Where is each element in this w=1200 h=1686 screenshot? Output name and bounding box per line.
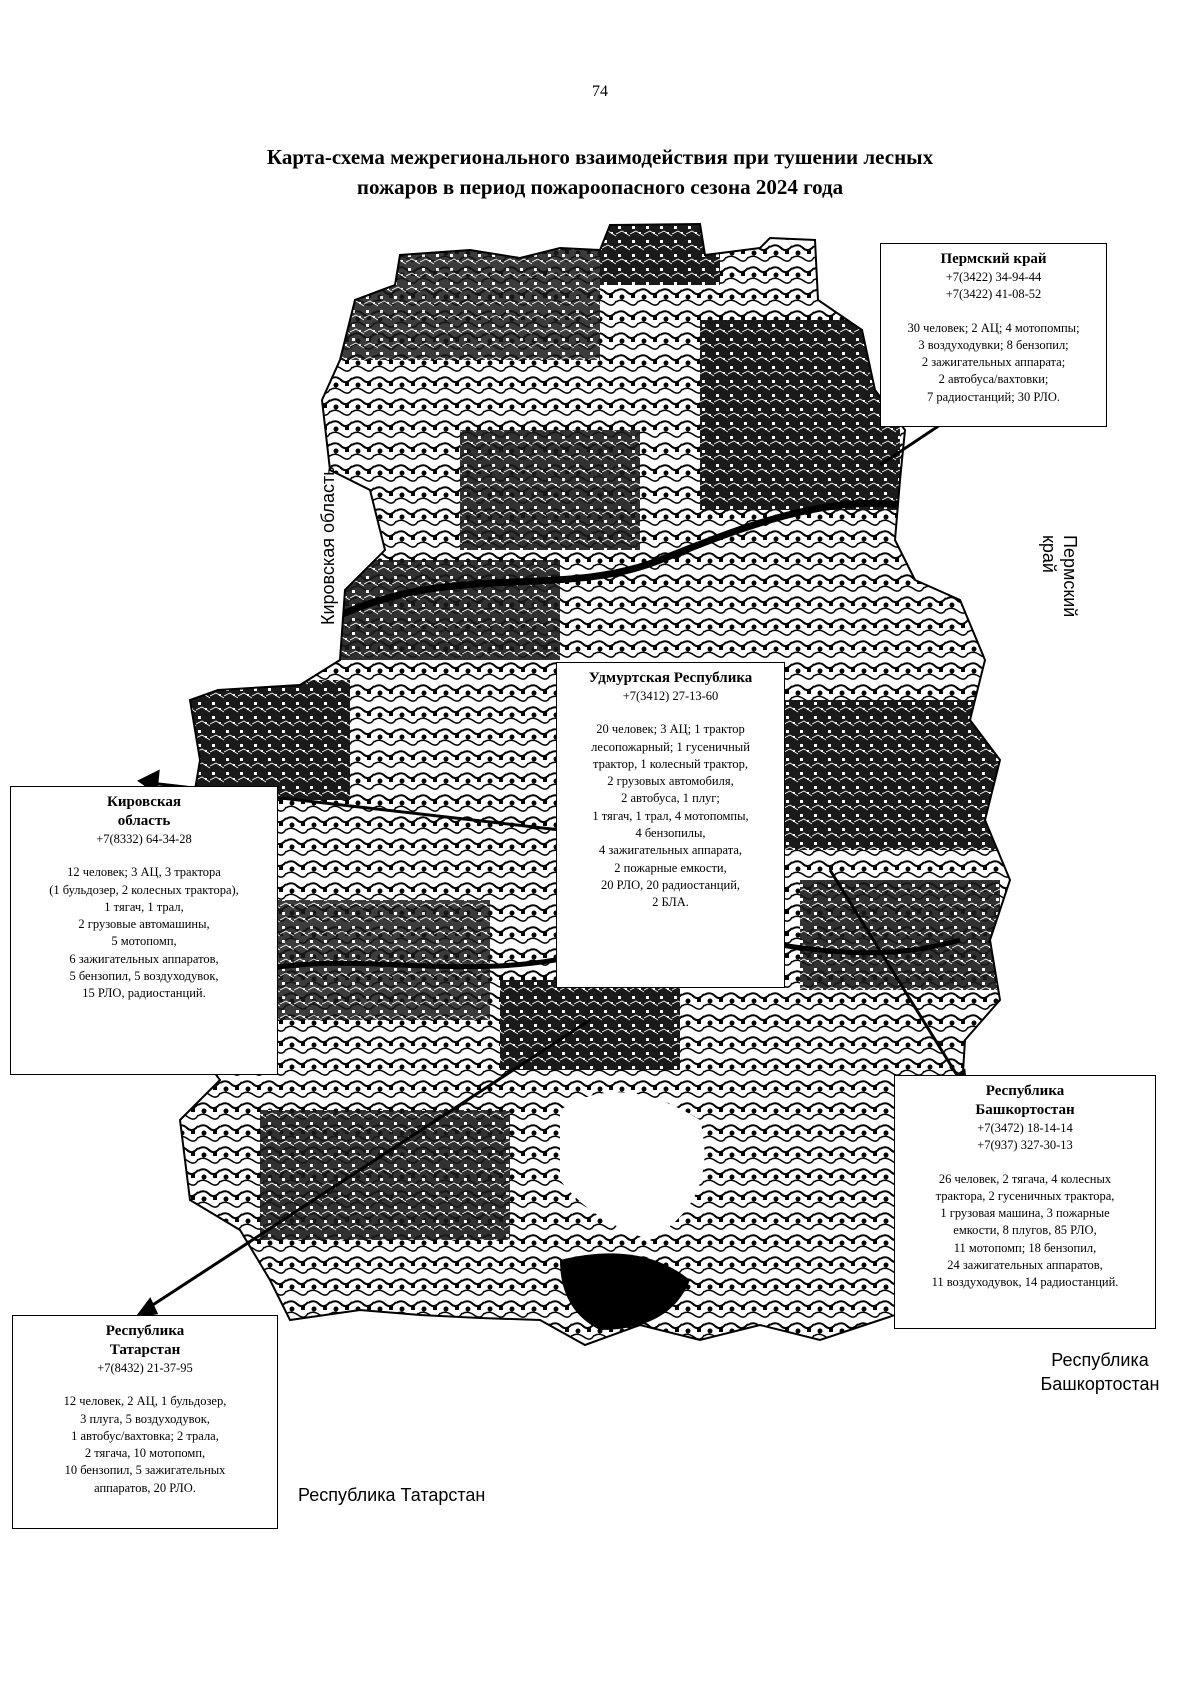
title-line-1: Карта-схема межрегионального взаимодействия при тушении лесных — [266, 145, 934, 169]
kirov-oblast-resources-2: (1 бульдозер, 2 колесных трактора), — [49, 882, 239, 897]
udmurtia-resources-10: 20 РЛО, 20 радиостанций, — [600, 877, 741, 892]
perm-krai-phone-1: +7(3422) 34-94-44 — [945, 270, 1042, 284]
kirov-oblast-phone-1: +7(8332) 64-34-28 — [96, 832, 192, 846]
label-tatarstan: Республика Татарстан — [298, 1485, 486, 1505]
bashkortostan-resources-3: 1 грузовая машина, 3 пожарные — [940, 1206, 1110, 1221]
tatarstan-resources-2: 3 плуга, 5 воздуходувок, — [80, 1411, 210, 1426]
perm-krai-resources-5: 7 радиостанций; 30 РЛО. — [926, 389, 1061, 404]
udmurtia-resources-9: 2 пожарные емкости, — [614, 860, 727, 875]
perm-krai-resources-3: 2 зажигательных аппарата; — [921, 355, 1066, 370]
bashkortostan-resources-1: 26 человек, 2 тягача, 4 колесных — [938, 1171, 1112, 1186]
perm-krai-resources-2: 3 воздуходувки; 8 бензопил; — [918, 337, 1069, 352]
tatarstan-resources-4: 2 тягача, 10 мотопомп, — [84, 1446, 206, 1461]
perm-krai-box-name: Пермский край — [940, 251, 1047, 267]
kirov-oblast-resources-8: 15 РЛО, радиостанций. — [82, 986, 206, 1001]
label-bashkortostan-line1: Республика — [1051, 1350, 1149, 1370]
bashkortostan-box-name-2: Башкортостан — [975, 1102, 1075, 1118]
label-perm-krai: Пермский край — [1039, 535, 1080, 618]
perm-krai-resources-4: 2 автобуса/вахтовки; — [938, 372, 1049, 387]
udmurtia-resources-5: 2 автобуса, 1 плуг; — [621, 791, 720, 806]
bashkortostan-resources-2: трактора, 2 гусеничных трактора, — [935, 1188, 1115, 1203]
udmurtia-resources-4: 2 грузовых автомобиля, — [607, 774, 734, 789]
kirov-oblast-box-name-2: область — [117, 813, 171, 829]
udmurtia-box — [556, 662, 785, 988]
udmurtia-box-name: Удмуртская Республика — [588, 670, 753, 686]
tatarstan-resources-1: 12 человек, 2 АЦ, 1 бульдозер, — [63, 1394, 227, 1409]
tatarstan-resources-6: аппаратов, 20 РЛО. — [94, 1480, 196, 1495]
bashkortostan-resources-7: 11 воздуходувок, 14 радиостанций. — [931, 1275, 1119, 1290]
perm-krai-box — [880, 243, 1107, 427]
label-bashkortostan-line2: Башкортостан — [1040, 1374, 1160, 1394]
udmurtia-resources-2: лесопожарный; 1 гусеничный — [591, 739, 750, 754]
tatarstan-box — [12, 1315, 278, 1529]
perm-krai-resources-1: 30 человек; 2 АЦ; 4 мотопомпы; — [907, 320, 1080, 335]
udmurtia-phone-1: +7(3412) 27-13-60 — [622, 689, 719, 703]
kirov-oblast-resources-4: 2 грузовые автомашины, — [78, 917, 210, 932]
udmurtia-resources-8: 4 зажигательных аппарата, — [598, 843, 743, 858]
kirov-oblast-resources-6: 6 зажигательных аппаратов, — [69, 951, 219, 966]
tatarstan-resources-3: 1 автобус/вахтовка; 2 трала, — [71, 1428, 219, 1443]
tatarstan-resources-5: 10 бензопил, 5 зажигательных — [64, 1463, 226, 1478]
tatarstan-box-name-1: Республика — [105, 1323, 185, 1339]
bashkortostan-box — [894, 1075, 1156, 1329]
udmurtia-resources-7: 4 бензопилы, — [635, 826, 706, 841]
kirov-oblast-resources-1: 12 человек; 3 АЦ, 3 трактора — [67, 865, 221, 880]
title-line-2: пожаров в период пожароопасного сезона 2024 года — [356, 175, 844, 199]
kirov-oblast-box-name-1: Кировская — [107, 794, 181, 810]
bashkortostan-phone-2: +7(937) 327-30-13 — [977, 1138, 1073, 1153]
bashkortostan-resources-4: емкости, 8 плугов, 85 РЛО, — [953, 1223, 1097, 1238]
bashkortostan-resources-6: 24 зажигательных аппаратов, — [947, 1258, 1103, 1273]
perm-krai-phone-2: +7(3422) 41-08-52 — [945, 287, 1042, 302]
kirov-oblast-box — [10, 786, 278, 1075]
udmurtia-resources-1: 20 человек; 3 АЦ; 1 трактор — [596, 722, 745, 737]
kirov-oblast-resources-3: 1 тягач, 1 трал, — [104, 899, 184, 914]
bashkortostan-resources-5: 11 мотопомп; 18 бензопил, — [953, 1240, 1097, 1255]
tatarstan-box-name-2: Татарстан — [109, 1342, 181, 1358]
page-number: 74 — [592, 83, 608, 100]
udmurtia-resources-3: трактор, 1 колесный трактор, — [592, 756, 749, 771]
label-bashkortostan — [1025, 1348, 1175, 1396]
kirov-oblast-resources-7: 5 бензопил, 5 воздуходувок, — [69, 969, 219, 984]
label-kirov-oblast: Кировская область — [318, 466, 338, 625]
tatarstan-phone-1: +7(8432) 21-37-95 — [97, 1361, 193, 1375]
kirov-oblast-resources-5: 5 мотопомп, — [111, 934, 177, 949]
udmurtia-resources-6: 1 тягач, 1 трал, 4 мотопомпы, — [592, 808, 749, 823]
bashkortostan-box-name-1: Республика — [985, 1083, 1065, 1099]
udmurtia-resources-11: 2 БЛА. — [652, 895, 689, 910]
bashkortostan-phone-1: +7(3472) 18-14-14 — [977, 1121, 1073, 1135]
